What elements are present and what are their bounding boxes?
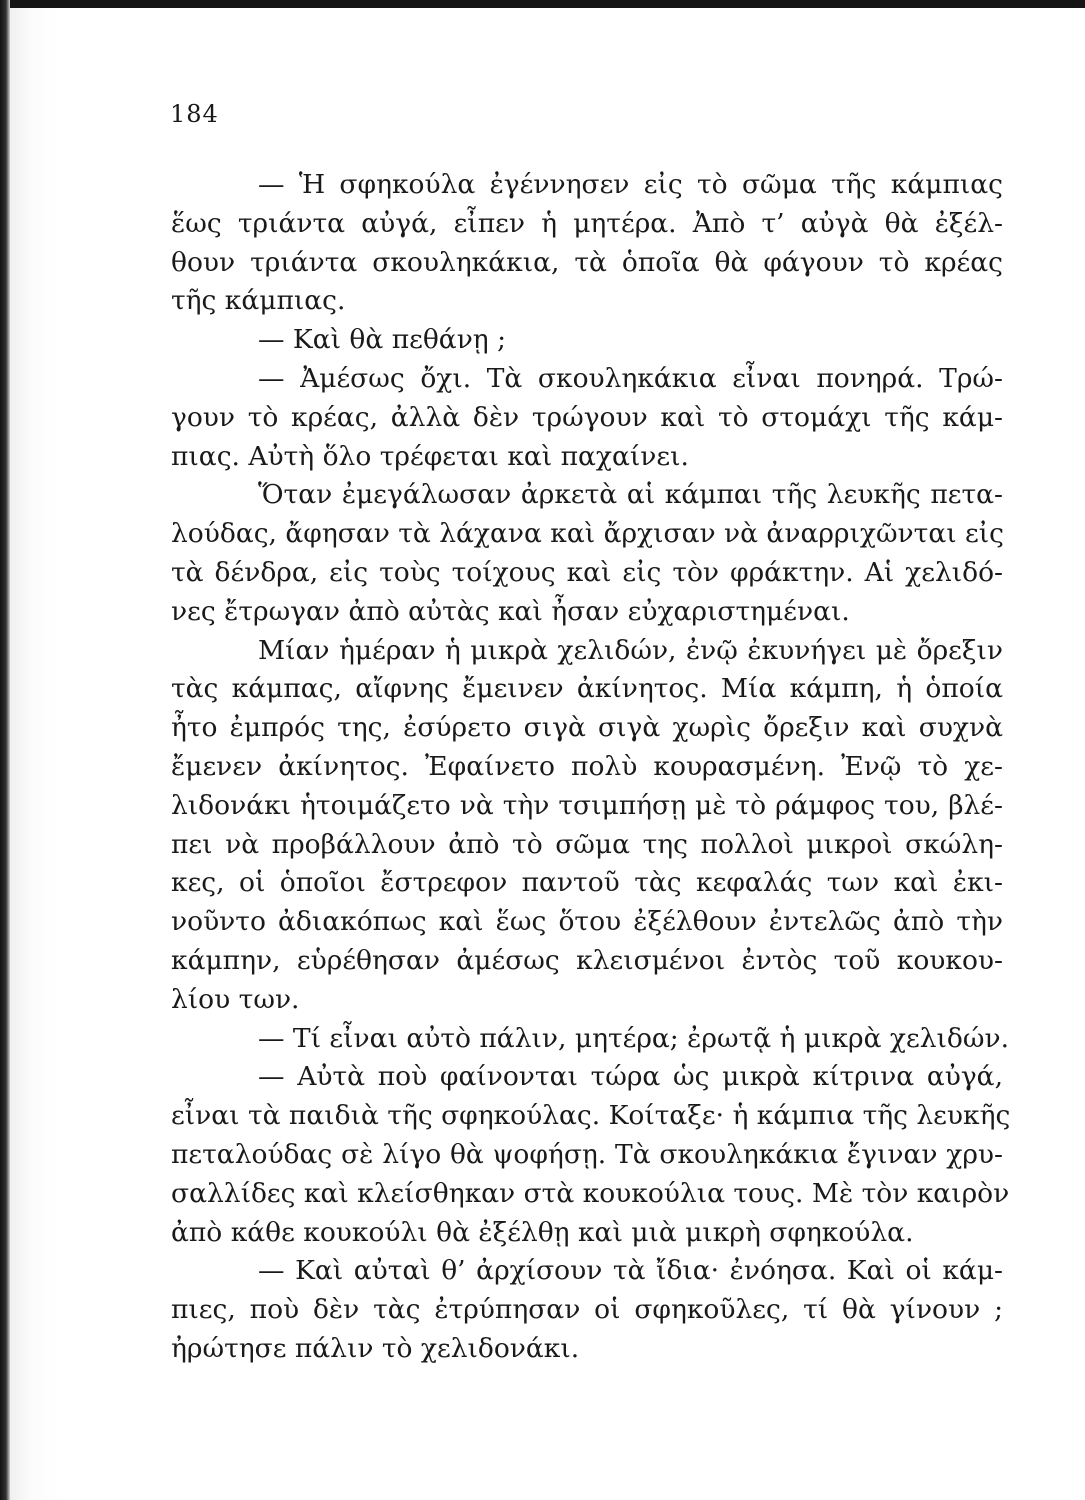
text-line: σαλλίδες καὶ κλείσθηκαν στὰ κουκούλια τους. Μὲ τὸν καιρὸν: [171, 1177, 1010, 1209]
text-line: πεταλούδας σὲ λίγο θὰ ψοφήσῃ. Τὰ σκουληκάκια ἔγιναν χρυ-: [171, 1138, 1003, 1170]
text-line: ἕως τριάντα αὐγά, εἶπεν ἡ μητέρα. Ἀπὸ τ’ αὐγὰ θὰ ἐξέλ-: [171, 207, 1003, 239]
text-line: — Καὶ αὐταὶ θ’ ἀρχίσουν τὰ ἴδια· ἐνόησα. Καὶ οἱ κάμ-: [258, 1255, 1003, 1287]
text-line: ἦτο ἐμπρός της, ἐσύρετο σιγὰ σιγὰ χωρὶς ὄρεξιν καὶ συχνὰ: [171, 712, 1003, 744]
text-line: — Καὶ θὰ πεθάνῃ ;: [258, 324, 507, 356]
text-line: κες, οἱ ὁποῖοι ἔστρεφον παντοῦ τὰς κεφαλάς των καὶ ἐκι-: [171, 867, 1003, 899]
text-line: λούδας, ἄφησαν τὰ λάχανα καὶ ἄρχισαν νὰ ἀναρριχῶνται εἰς: [171, 518, 1004, 550]
text-line: κάμπην, εὑρέθησαν ἀμέσως κλεισμένοι ἐντὸς τοῦ κουκου-: [171, 944, 1003, 976]
text-line: πιας. Αὐτὴ ὅλο τρέφεται καὶ παχαίνει.: [171, 440, 689, 472]
text-line: νοῦντο ἀδιακόπως καὶ ἕως ὅτου ἐξέλθουν ἐντελῶς ἀπὸ τὴν: [171, 906, 1003, 938]
text-line: λίου των.: [171, 983, 300, 1015]
text-line: λιδονάκι ἡτοιμάζετο νὰ τὴν τσιμπήσῃ μὲ τὸ ράμφος του, βλέ-: [171, 789, 1003, 821]
text-line: — Ἀμέσως ὄχι. Τὰ σκουληκάκια εἶναι πονηρά. Τρώ-: [258, 362, 1003, 394]
text-line: τῆς κάμπιας.: [171, 285, 346, 317]
page-top-edge: [0, 0, 1085, 8]
text-line: τὰς κάμπας, αἴφνης ἔμεινεν ἀκίνητος. Μία κάμπη, ἡ ὁποία: [171, 673, 1003, 705]
text-line: εἶναι τὰ παιδιὰ τῆς σφηκούλας. Κοίταξε· ἡ κάμπια τῆς λευκῆς: [171, 1100, 1011, 1132]
text-line: τὰ δένδρα, εἰς τοὺς τοίχους καὶ εἰς τὸν φράκτην. Αἱ χελιδό-: [171, 556, 1003, 588]
text-line: Μίαν ἡμέραν ἡ μικρὰ χελιδών, ἐνῷ ἐκυνήγει μὲ ὄρεξιν: [258, 634, 1003, 666]
text-line: πει νὰ προβάλλουν ἀπὸ τὸ σῶμα της πολλοὶ μικροὶ σκώλη-: [171, 828, 1003, 860]
text-line: — Αὐτὰ ποὺ φαίνονται τώρα ὡς μικρὰ κίτρινα αὐγά,: [258, 1061, 1003, 1093]
page-binding-shadow: [0, 0, 10, 1500]
text-line: νες ἔτρωγαν ἀπὸ αὐτὰς καὶ ἦσαν εὐχαριστημέναι.: [171, 595, 850, 627]
text-line: Ὅταν ἐμεγάλωσαν ἀρκετὰ αἱ κάμπαι τῆς λευκῆς πετα-: [258, 479, 1003, 511]
page-number: 184: [170, 100, 219, 128]
text-line: ἔμενεν ἀκίνητος. Ἐφαίνετο πολὺ κουρασμένη. Ἐνῷ τὸ χε-: [171, 750, 1003, 782]
text-line: πιες, ποὺ δὲν τὰς ἐτρύπησαν οἱ σφηκοῦλες, τί θὰ γίνουν ;: [171, 1294, 1003, 1326]
body-text: [171, 166, 1011, 1369]
text-line: ἠρώτησε πάλιν τὸ χελιδονάκι.: [171, 1332, 580, 1364]
text-line: ἀπὸ κάθε κουκούλι θὰ ἐξέλθῃ καὶ μιὰ μικρὴ σφηκούλα.: [171, 1216, 914, 1248]
text-line: — Ἡ σφηκούλα ἐγέννησεν εἰς τὸ σῶμα τῆς κάμπιας: [258, 169, 1003, 200]
text-line: θουν τριάντα σκουληκάκια, τὰ ὁποῖα θὰ φάγουν τὸ κρέας: [171, 246, 1003, 278]
text-line: — Τί εἶναι αὐτὸ πάλιν, μητέρα; ἐρωτᾷ ἡ μικρὰ χελιδών.: [258, 1022, 1009, 1054]
text-line: γουν τὸ κρέας, ἀλλὰ δὲν τρώγουν καὶ τὸ στομάχι τῆς κάμ-: [171, 401, 1003, 433]
